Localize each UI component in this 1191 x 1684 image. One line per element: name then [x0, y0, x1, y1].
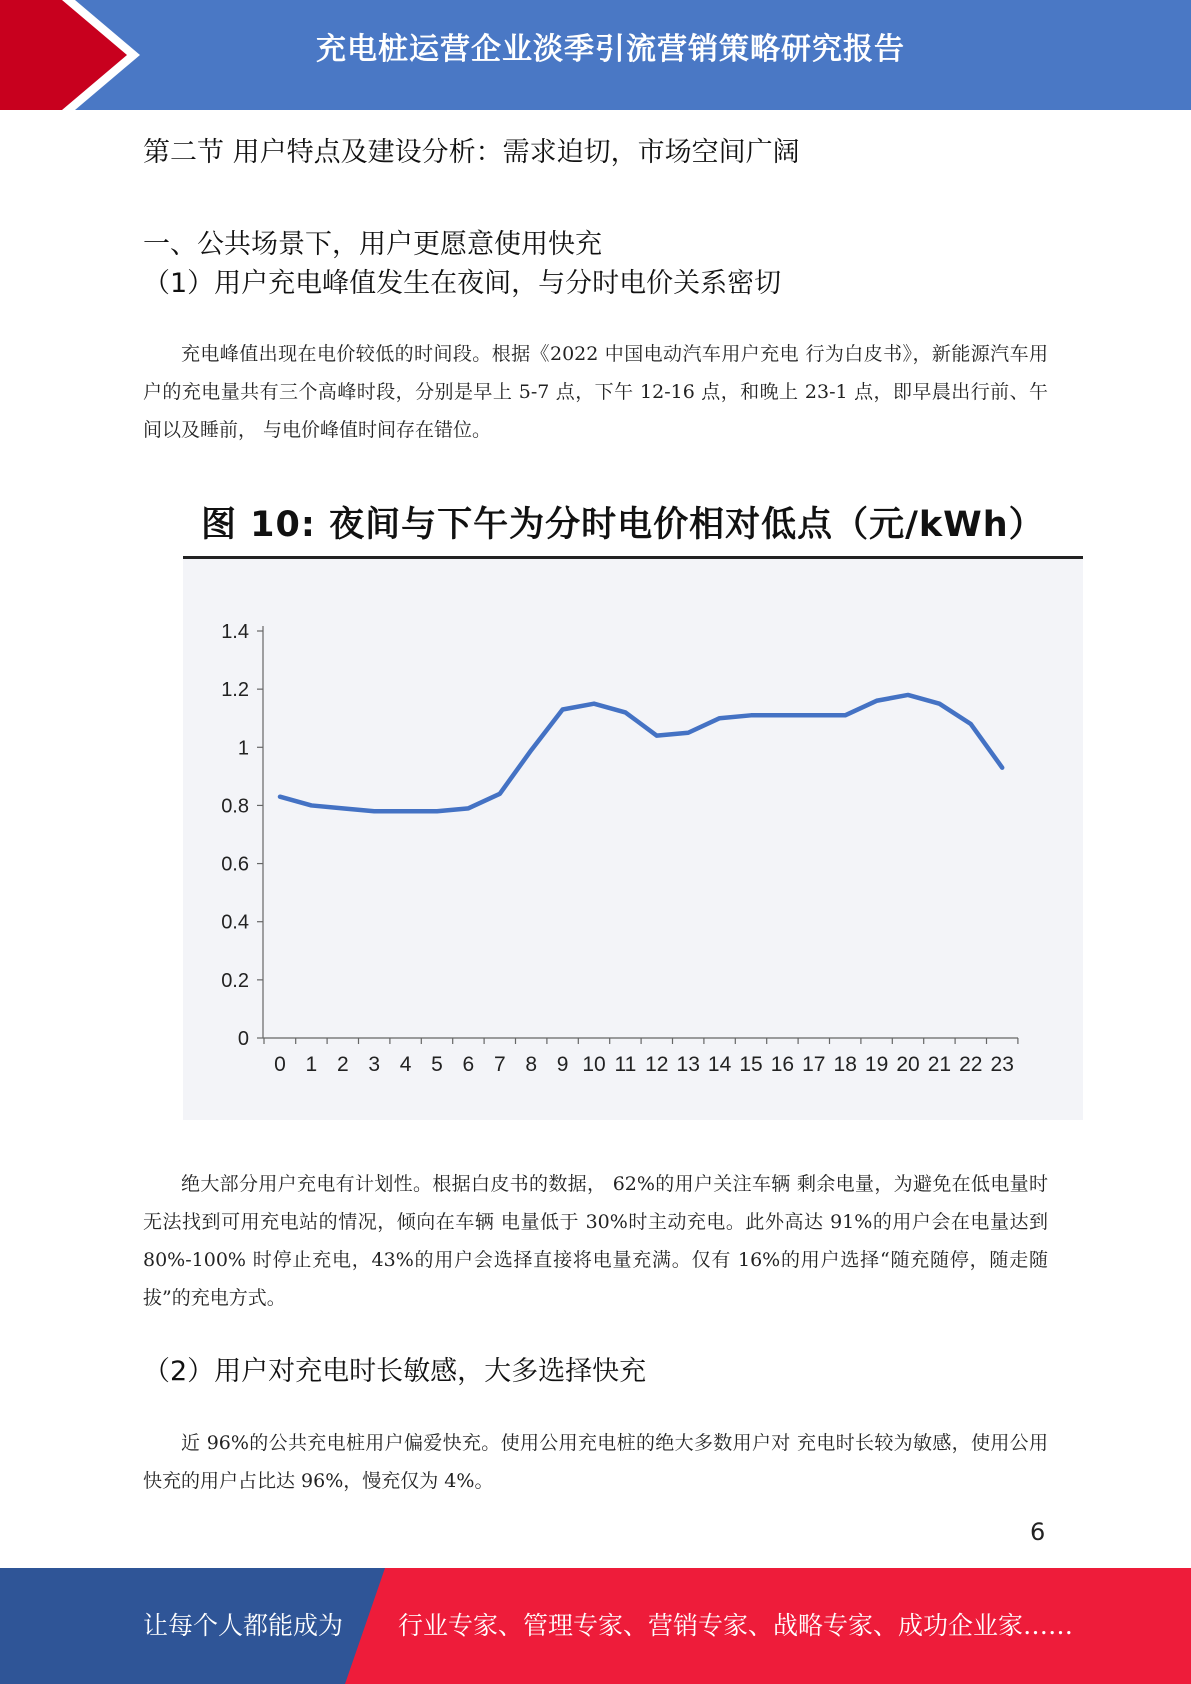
subsection-heading-1: 一、公共场景下，用户更愿意使用快充	[143, 229, 602, 260]
x-tick-label: 4	[399, 1053, 412, 1076]
y-tick-label: 1	[237, 737, 249, 760]
x-tick-label: 17	[802, 1053, 826, 1076]
x-tick-label: 0	[274, 1053, 286, 1076]
price-series-line	[280, 695, 1002, 811]
x-tick-label: 12	[645, 1053, 669, 1076]
x-tick-label: 10	[582, 1053, 606, 1076]
x-tick-label: 21	[927, 1053, 952, 1076]
x-tick-label: 11	[614, 1053, 637, 1076]
x-tick-label: 18	[833, 1053, 857, 1076]
footer-slogan-right: 行业专家、管理专家、营销专家、战略专家、成功企业家……	[398, 1611, 1074, 1640]
x-tick-label: 6	[462, 1053, 475, 1076]
paragraph-charging-peak: 充电峰值出现在电价较低的时间段。根据《2022 中国电动汽车用户充电 行为白皮书》，新能源汽车用户的充电量共有三个高峰时段，分别是早上 5-7 点，下午 12-16 点，和晚上 23-1 点，即早晨出行前、午间以及睡前， 与电价峰值时间存在错位。	[143, 343, 1048, 441]
y-tick-label: 0.4	[221, 911, 249, 934]
x-tick-label: 2	[336, 1053, 349, 1076]
page-header	[0, 0, 1191, 110]
page-footer	[0, 1568, 1191, 1684]
paragraph-charging-plan: 绝大部分用户充电有计划性。根据白皮书的数据， 62%的用户关注车辆 剩余电量，为避免在低电量时无法找到可用充电站的情况，倾向在车辆 电量低于 30%时主动充电。此外高达 91%的用户会在电量达到 80%-100% 时停止充电，43%的用户会选择直接将电量充满。仅有 16%的用户选择“随充随停，随走随拔”的充电方式。	[143, 1173, 1048, 1309]
x-tick-label: 8	[525, 1053, 538, 1076]
subsection-heading-2: （1）用户充电峰值发生在夜间，与分时电价关系密切	[143, 268, 782, 299]
x-tick-label: 13	[676, 1053, 700, 1076]
line-chart	[183, 483, 1083, 1120]
paragraph-fast-charging: 近 96%的公共充电桩用户偏爱快充。使用公用充电桩的绝大多数用户对 充电时长较为敏感，使用公用快充的用户占比达 96%，慢充仅为 4%。	[143, 1432, 1048, 1492]
section-heading: 第二节 用户特点及建设分析：需求迫切，市场空间广阔	[143, 137, 800, 168]
x-tick-label: 7	[493, 1053, 506, 1076]
x-tick-label: 3	[368, 1053, 381, 1076]
x-tick-label: 15	[739, 1053, 763, 1076]
footer-slogan-left: 让每个人都能成为	[143, 1611, 344, 1640]
x-tick-label: 23	[990, 1053, 1014, 1076]
report-title: 充电桩运营企业淡季引流营销策略研究报告	[316, 32, 905, 67]
page-number: 6	[1030, 1518, 1046, 1546]
x-tick-label: 1	[305, 1053, 318, 1076]
x-tick-label: 14	[707, 1053, 732, 1076]
x-tick-label: 22	[959, 1053, 983, 1076]
x-tick-label: 19	[864, 1053, 889, 1076]
y-tick-label: 1.4	[221, 621, 249, 643]
x-tick-label: 16	[770, 1053, 795, 1076]
y-tick-label: 0	[237, 1028, 249, 1050]
y-tick-label: 0.8	[221, 795, 249, 818]
y-tick-label: 1.2	[221, 679, 249, 702]
x-tick-label: 20	[896, 1053, 920, 1076]
x-tick-label: 5	[431, 1053, 443, 1076]
x-tick-label: 9	[556, 1053, 569, 1076]
figure-10	[183, 483, 1083, 1120]
subsection-heading-3: （2）用户对充电时长敏感，大多选择快充	[143, 1356, 647, 1387]
y-tick-label: 0.6	[221, 853, 249, 876]
figure-title: 图 10: 夜间与下午为分时电价相对低点（元/kWh）	[201, 505, 1045, 545]
y-tick-label: 0.2	[221, 969, 249, 992]
